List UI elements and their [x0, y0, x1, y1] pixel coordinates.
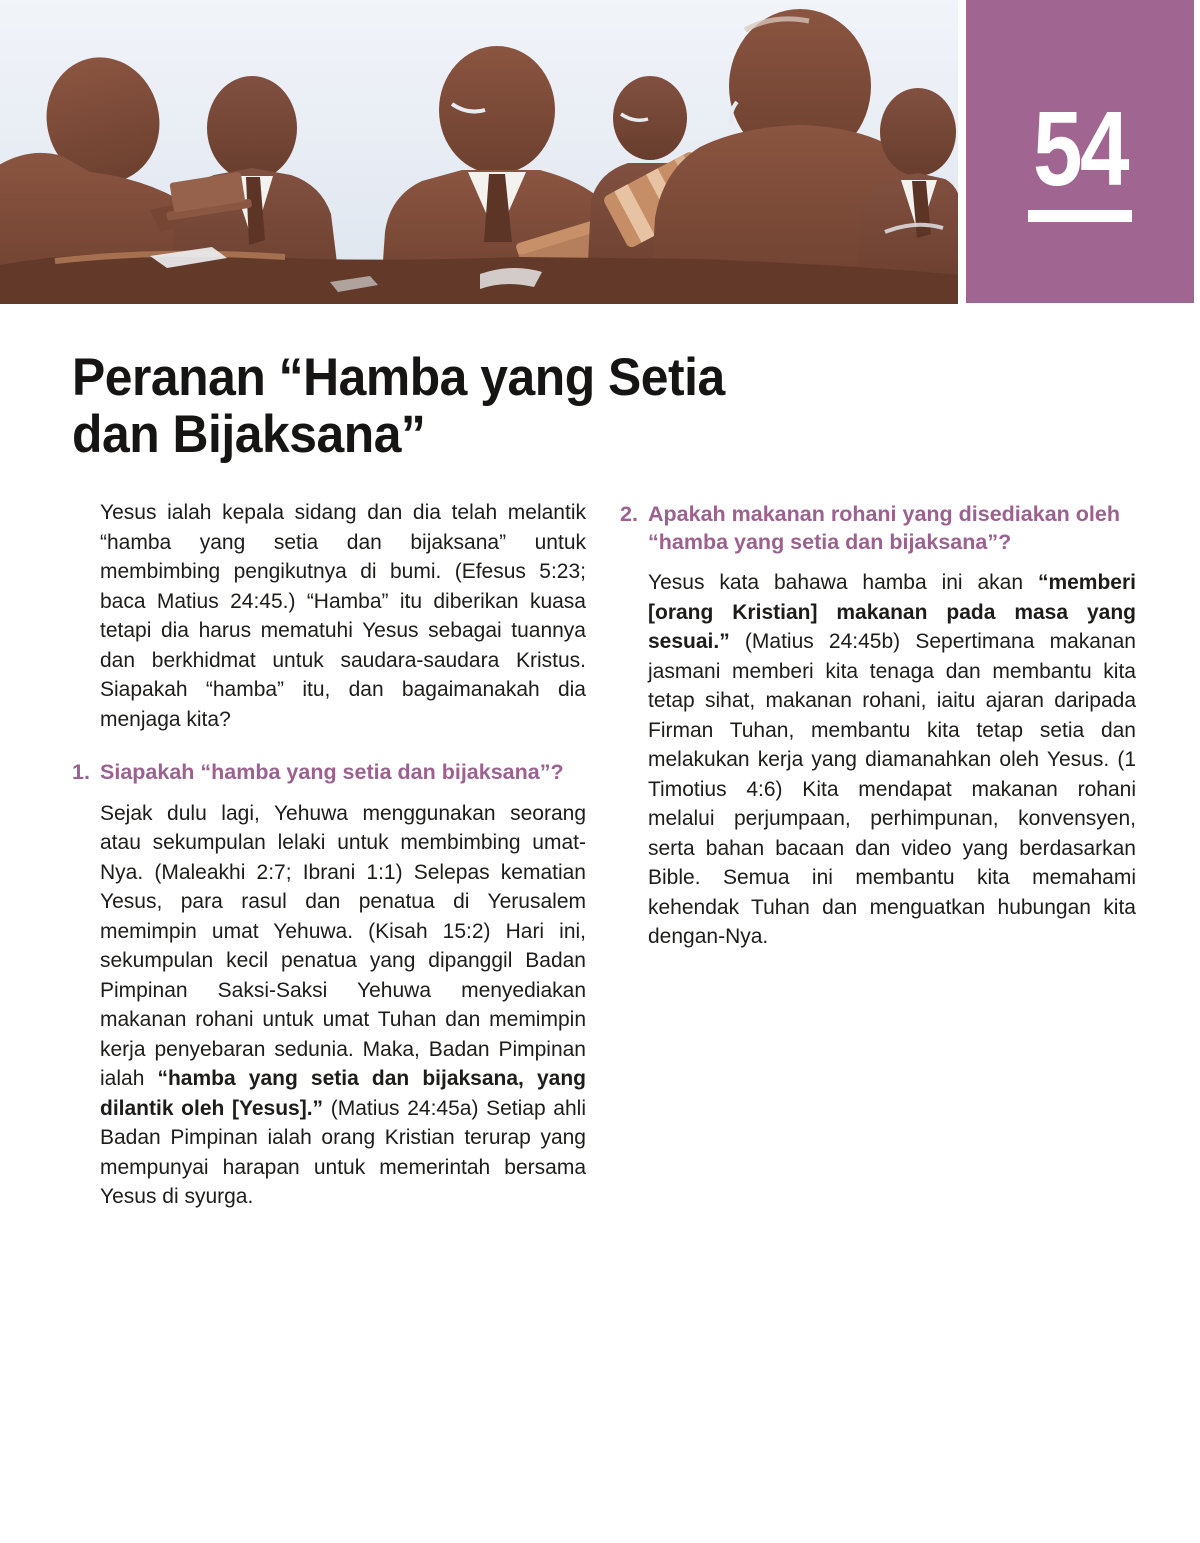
page-title-line-1: Peranan “Hamba yang Setia [72, 348, 725, 407]
lesson-number-underline [1028, 210, 1132, 222]
question-1-text: Siapakah “hamba yang setia dan bijaksana”? [100, 760, 564, 784]
page-title-line-2: dan Bijaksana” [72, 405, 426, 464]
header [0, 0, 1200, 305]
lesson-number: 54 [1032, 90, 1128, 208]
lesson-number-badge [966, 0, 1194, 303]
meeting-silhouette-icon [0, 0, 958, 304]
column-right [620, 498, 1136, 1212]
article-body [72, 498, 1136, 1212]
header-illustration [0, 0, 958, 304]
intro-paragraph: Yesus ialah kepala sidang dan dia telah melantik “hamba yang setia dan bijaksana” untuk membimbing pengikutnya di bumi. (Efesus 5:23; baca Matius 24:45.) “Hamba” itu diberikan kuasa tetapi dia harus mematuhi Yesus sebagai tuannya dan berkhidmat untuk saudara-saudara Kristus. Siapakah “hamba” itu, dan bagaimanakah dia menjaga kita? [100, 501, 586, 731]
question-2-text: Apakah makanan rohani yang disediakan oleh “hamba yang setia dan bijaksana”? [648, 502, 1120, 554]
page-title [72, 349, 843, 463]
question-2-number: 2. [620, 502, 638, 526]
question-2-heading [620, 501, 1136, 556]
question-1-number: 1. [72, 760, 90, 784]
question-2-paragraph: Yesus kata bahawa hamba ini akan “memberi [orang Kristian] makanan pada masa yang sesuai.” (Matius 24:45b) Sepertimana makanan jasmani memberi kita tenaga dan membantu kita tetap sihat, makanan rohani, iaitu ajaran daripada Firman Tuhan, membantu kita tetap setia dan melakukan kerja yang diamanahkan oleh Yesus. (1 Timotius 4:6) Kita mendapat makanan rohani melalui perjumpaan, perhimpunan, konvensyen, serta bahan bacaan dan video yang berdasarkan Bible. Semua ini membantu kita memahami kehendak Tuhan dan menguatkan hubungan kita dengan-Nya. [648, 571, 1136, 948]
column-left [72, 498, 587, 1212]
question-1-paragraph: Sejak dulu lagi, Yehuwa menggunakan seorang atau sekumpulan lelaki untuk membimbing umat-Nya. (Maleakhi 2:7; Ibrani 1:1) Selepas kematian Yesus, para rasul dan penatua di Yerusalem memimpin umat Yehuwa. (Kisah 15:2) Hari ini, sekumpulan kecil penatua yang dipanggil Badan Pimpinan Saksi-Saksi Yehuwa menyediakan makanan rohani untuk umat Tuhan dan memimpin kerja penyebaran sedunia. Maka, Badan Pimpinan ialah “hamba yang setia dan bijaksana, yang dilantik oleh [Yesus].” (Matius 24:45a) Setiap ahli Badan Pimpinan ialah orang Kristian terurap yang mempunyai harapan untuk memerintah bersama Yesus di syurga. [100, 801, 587, 1208]
question-1-heading [72, 759, 586, 787]
